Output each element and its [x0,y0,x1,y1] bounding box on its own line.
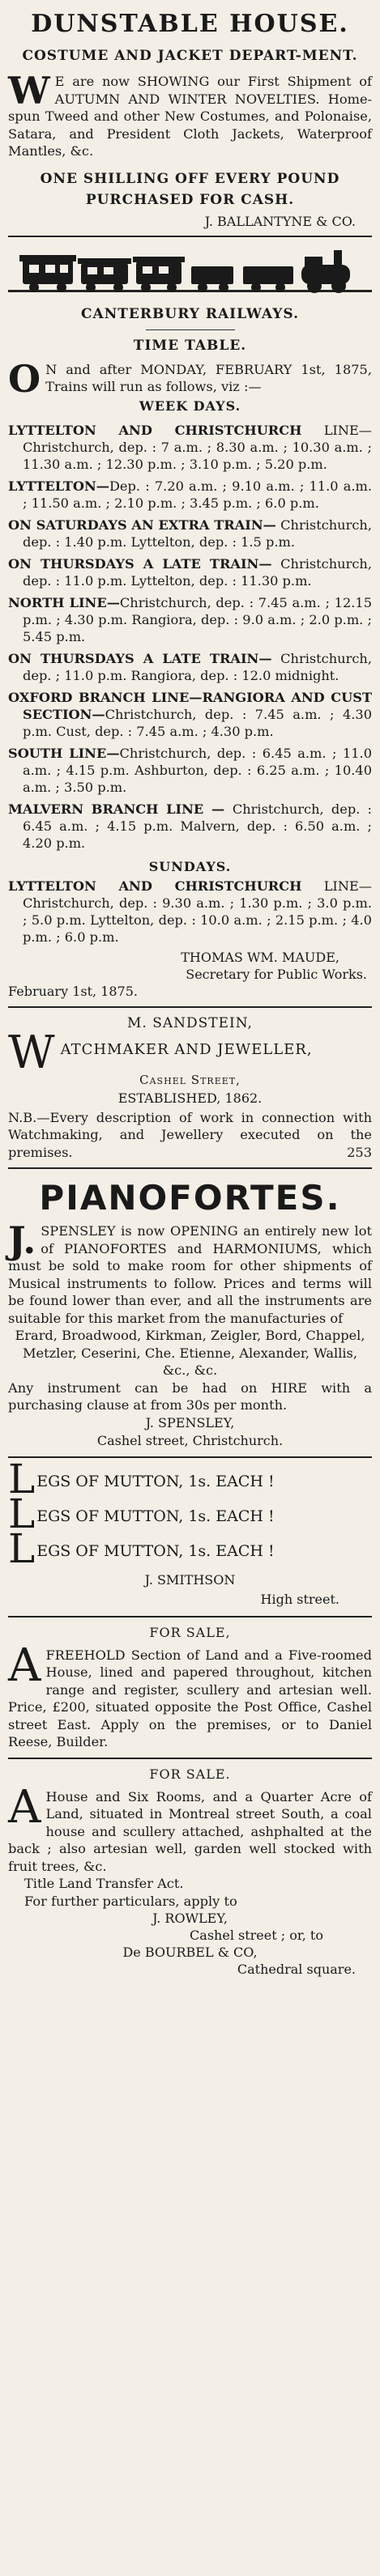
drop-cap: A [8,1639,41,1692]
established: ESTABLISHED, 1862. [117,1090,263,1106]
ad-title: PIANOFORTES. [39,1178,341,1218]
mutton-line: LEGS OF MUTTON, 1s. EACH ! [8,1455,275,1503]
dunstable-house-ad [8,3,372,237]
drop-cap: O [8,356,41,401]
ad-address: High street. [260,1591,339,1607]
mutton-ad [8,1455,372,1617]
work-note: N.B.—Every description of work in connection with Watchmaking, and Jewellery executed on the premises. 253 [8,1109,372,1160]
house-sale-ad [8,1759,372,1985]
trade-line: WATCHMAKER AND JEWELLER, [8,1026,313,1079]
train-engraving-icon [8,245,372,299]
ad-offer: ONE SHILLING OFF EVERY POUND PURCHASED FOR CASH. [40,170,340,208]
ad-heading: COSTUME AND JACKET DEPART-MENT. [22,48,358,64]
drop-cap: W [8,69,50,113]
timetable-entry: ON THURSDAYS A LATE TRAIN— Christchurch, dep. : 11.0 p.m. Lyttelton, dep. : 11.30 p.m. [8,555,372,589]
ad-signature: J. SMITHSON [144,1571,236,1588]
mutton-line: LEGS OF MUTTON, 1s. EACH ! [8,1490,275,1537]
ad-body: AFREEHOLD Section of Land and a Five-roomed House, lined and papered throughout, kitchen range and register, scullery and artesian well. Price, £200, situated opposite the Post Office, Cashel street East. Apply on the premises, or to Daniel Reese, Builder. [8,1639,372,1749]
sundays-heading: SUNDAYS. [148,858,232,874]
ad-heading: FOR SALE, [149,1624,231,1640]
timetable-entry: LYTTELTON AND CHRISTCHURCH LINE—Christchurch, dep. : 9.30 a.m. ; 1.30 p.m. ; 3.0 p.m. ; 5.0 p.m. Lyttelton, dep. : 10.0 a.m. ; 2.15 p.m. ; 4.0 p.m. ; 6.0 p.m. [8,878,372,945]
mutton-line: LEGS OF MUTTON, 1s. EACH ! [8,1524,275,1572]
street: Cashel Street, [139,1072,241,1087]
railway-timetable-ad [8,237,372,1008]
hire-note: Any instrument can be had on HIRE with a purchasing clause at from 30s per month. [8,1379,372,1413]
timetable-entry: OXFORD BRANCH LINE—RANGIORA AND CUST SECTION—Christchurch, dep. : 7.45 a.m. ; 4.30 p.m. Cust, dep. : 7.45 a.m. ; 4.30 p.m. [8,689,372,739]
timetable-entry: LYTTELTON—Dep. : 7.20 a.m. ; 9.10 a.m. ; 11.0 a.m. ; 11.50 a.m. ; 2.10 p.m. ; 3.45 p.m. ; 6.0 p.m. [8,478,372,511]
drop-cap: J. [8,1218,36,1262]
divider [146,329,235,330]
ad-body: A House and Six Rooms, and a Quarter Acre of Land, situated in Montreal street South, a coal house and scullery attached, ashphalted at the back ; also artesian well, garden well stocked with fruit trees, &c. [8,1780,372,1874]
ad-signature: J. SPENSLEY, [145,1414,235,1430]
agent2-address: Cathedral square. [237,1962,356,1977]
freehold-sale-ad [8,1617,372,1759]
drop-cap: A [8,1780,41,1834]
manufacturer-list: Erard, Broadwood, Kirkman, Zeigler, Bord, Chappel, Metzler, Ceserini, Che. Etienne, Alexander, Wallis, &c., &c. [15,1328,365,1378]
further-note: For further particulars, apply to [24,1893,237,1909]
signer-name: THOMAS WM. MAUDE, [181,949,339,965]
sandstein-jeweller-ad [8,1008,372,1170]
timetable-entry: LYTTELTON AND CHRISTCHURCH LINE—Christchurch, dep. : 7 a.m. ; 8.30 a.m. ; 10.30 a.m. ; 11.30 a.m. ; 12.30 p.m. ; 3.10 p.m. ; 5.20 p.m. [8,422,372,472]
drop-cap: W [8,1026,56,1079]
pianofortes-ad [8,1169,372,1458]
ad-body: J. SPENSLEY is now OPENING an entirely new lot of PIANOFORTES and HARMONIUMS, which must be sold to make room for other shipments of Musical instruments to follow. Prices and terms will be found lower than ever, and all the instruments are suitable for this market from the manufacturies of [8,1218,372,1326]
merchant-name: M. SANDSTEIN, [127,1014,253,1031]
newspaper-column [8,0,372,1984]
timetable-entry: ON SATURDAYS AN EXTRA TRAIN— Christchurch, dep. : 1.40 p.m. Lyttelton, dep. : 1.5 p.m. [8,516,372,550]
timetable-entry: ON THURSDAYS A LATE TRAIN— Christchurch, dep. ; 11.0 p.m. Rangiora, dep. : 12.0 midnight. [8,650,372,683]
timetable-entry: MALVERN BRANCH LINE — Christchurch, dep. : 6.45 a.m. ; 4.15 p.m. Malvern, dep. : 6.50 a.m. ; 4.20 p.m. [8,801,372,851]
timetable-entry: SOUTH LINE—Christchurch, dep. : 6.45 a.m. ; 11.0 a.m. ; 4.15 p.m. Ashburton, dep. : 6.25 a.m. ; 10.40 a.m. ; 3.50 p.m. [8,745,373,795]
ad-body: W E are now SHOWING our First Shipment of AUTUMN AND WINTER NOVELTIES. Home-spun Tweed and other New Costumes, and Polonaise, Satara, and President Cloth Jackets, Waterproof Mantles, &c. [8,69,372,159]
signer-title: Secretary for Public Works. [186,966,367,982]
agent2-name: De BOURBEL & CO, [122,1945,258,1960]
ad-number: 253 [347,1144,372,1160]
timetable-entry: NORTH LINE—Christchurch, dep. : 7.45 a.m. ; 12.15 p.m. ; 4.30 p.m. Rangiora, dep. : 9.0 a.m. ; 2.0 p.m. ; 5.45 p.m. [8,594,372,644]
timetable-subtitle: TIME TABLE. [133,337,247,354]
weekdays-heading: WEEK DAYS. [139,397,241,414]
agent-address: Cashel street ; or, to [190,1928,323,1943]
ad-signature: J. BALLANTYNE & CO. [204,213,356,229]
agent-name: J. ROWLEY, [152,1911,228,1926]
railway-title: CANTERBURY RAILWAYS. [81,305,299,322]
ad-title: DUNSTABLE HOUSE. [31,10,349,38]
notice-date: February 1st, 1875. [8,983,138,999]
ad-address: Cashel street, Christchurch. [96,1432,284,1448]
railway-intro: O N and after MONDAY, FEBRUARY 1st, 1875, Trains will run as follows, viz :— [8,356,372,401]
title-note: Title Land Transfer Act. [24,1876,184,1891]
ad-heading: FOR SALE. [149,1766,231,1782]
